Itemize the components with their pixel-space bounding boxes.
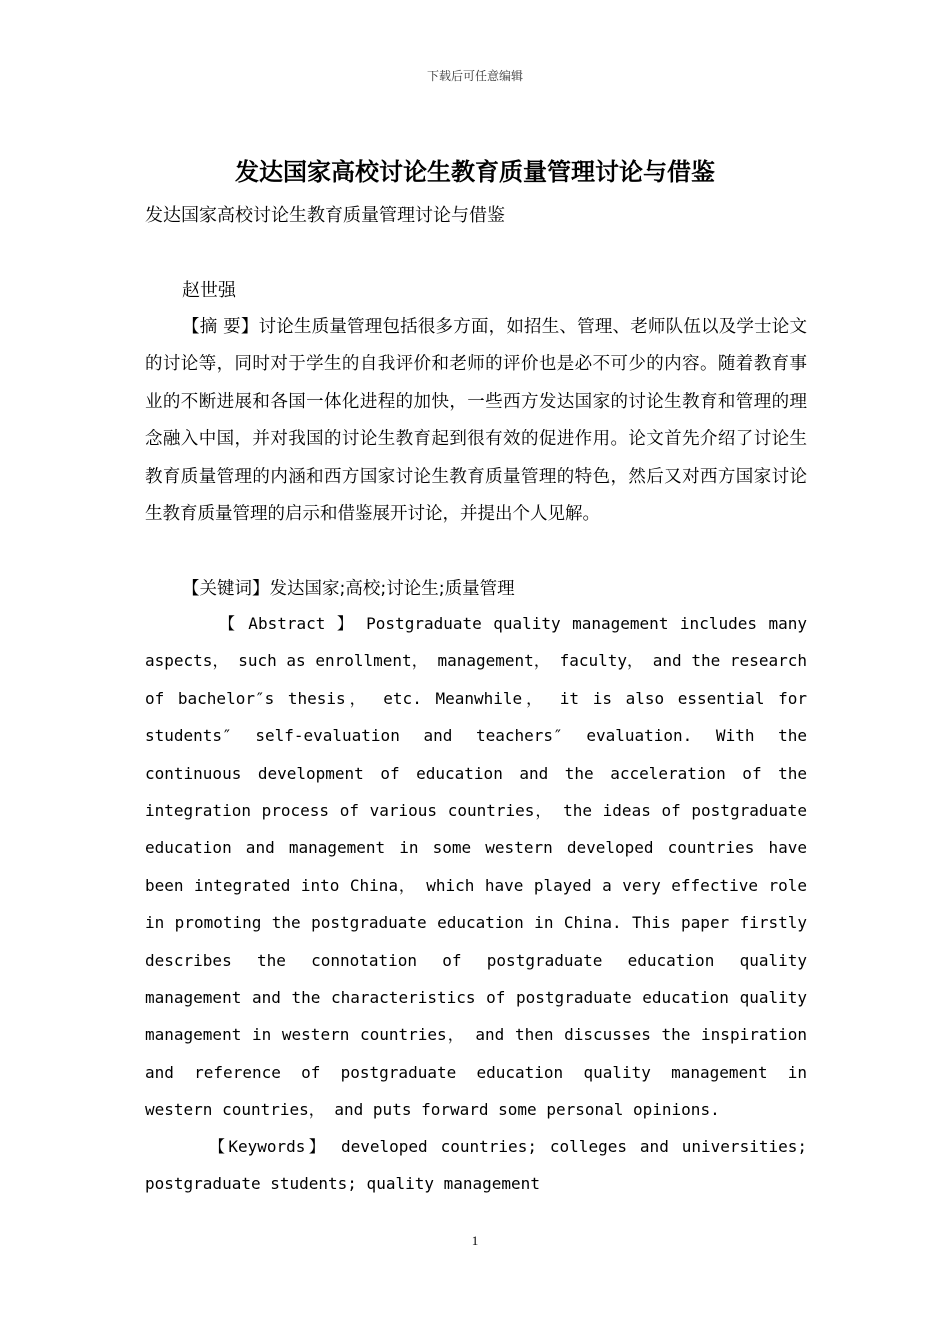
english-keywords-label: 【Keywords】 <box>209 1137 329 1156</box>
chinese-abstract-label: 【摘 要】 <box>182 317 259 337</box>
english-abstract-text: Postgraduate quality management includes many aspects， such as enrollment， management， faculty， and the research of bachelor″s thesis， etc. Meanwhile， it is also essential for students″ self-evaluation and teachers″ evaluation. With the continuous development of education and the acceleration of the integration process of various countries， the ideas of postgraduate education and management in some western developed countries have been integrated into China， which have played a very effective role in promoting the postgraduate education in China. This paper firstly describes the connotation of postgraduate education quality management and the characteristics of postgraduate education quality management in western countries， and then discusses the inspiration and reference of postgraduate education quality management in western countries， and puts forward some personal opinions. <box>145 614 808 1120</box>
author-name: 赵世强 <box>182 280 236 301</box>
page-number: 1 <box>471 1233 479 1248</box>
chinese-abstract <box>145 309 807 533</box>
header-note: 下载后可任意编辑 <box>426 69 523 83</box>
english-abstract <box>145 605 807 1129</box>
english-abstract-label: 【 Abstract 】 <box>219 614 355 633</box>
chinese-keywords-label: 【关键词】 <box>182 579 270 599</box>
document-title: 发达国家高校讨论生教育质量管理讨论与借鉴 <box>235 158 715 186</box>
chinese-keywords-text: 发达国家;高校;讨论生;质量管理 <box>269 579 515 599</box>
english-keywords-text: developed countries; colleges and universities; postgraduate students; quality management <box>145 1137 807 1194</box>
english-keywords <box>145 1128 807 1203</box>
chinese-abstract-text: 讨论生质量管理包括很多方面，如招生、管理、老师队伍以及学士论文的讨论等，同时对于学生的自我评价和老师的评价也是必不可少的内容。随着教育事业的不断进展和各国一体化进程的加快，一些西方发达国家的讨论生教育和管理的理念融入中国，并对我国的讨论生教育起到很有效的促进作用。论文首先介绍了讨论生教育质量管理的内涵和西方国家讨论生教育质量管理的特色，然后又对西方国家讨论生教育质量管理的启示和借鉴展开讨论，并提出个人见解。 <box>145 317 808 525</box>
chinese-keywords <box>145 571 807 608</box>
document-subtitle: 发达国家高校讨论生教育质量管理讨论与借鉴 <box>145 205 505 226</box>
